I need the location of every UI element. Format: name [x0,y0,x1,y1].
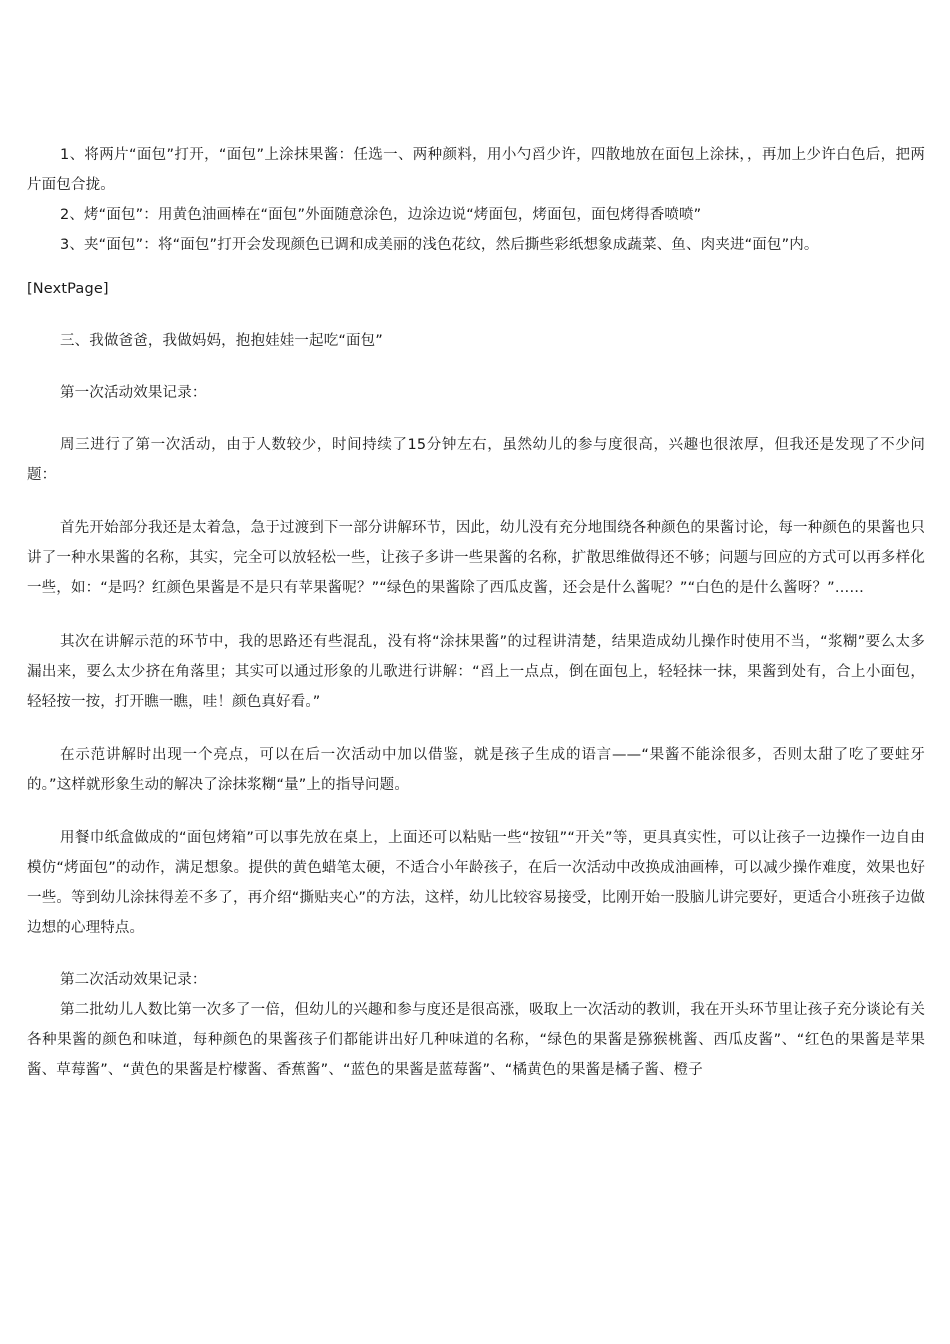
record-one-intro: 周三进行了第一次活动，由于人数较少，时间持续了15分钟左右，虽然幼儿的参与度很高，兴趣也很浓厚，但我还是发现了不少问题： [27,437,925,483]
record-two-title: 第二次活动效果记录： [60,972,207,988]
step-3: 3、夹“面包”：将“面包”打开会发现颜色已调和成美丽的浅色花纹，然后撕些彩纸想象成蔬菜、鱼、肉夹进“面包”内。 [60,237,819,253]
record-one-highlight: 在示范讲解时出现一个亮点，可以在后一次活动中加以借鉴，就是孩子生成的语言——“果酱不能涂很多，否则太甜了吃了要蛀牙的。”这样就形象生动的解决了涂抹浆糊“量”上的指导问题。 [27,747,925,793]
page-break-marker: [NextPage] [27,281,109,297]
document-body [27,140,925,1085]
record-one-title: 第一次活动效果记录： [60,385,207,401]
record-one-first-point: 首先开始部分我还是太着急，急于过渡到下一部分讲解环节，因此，幼儿没有充分地围绕各种颜色的果酱讨论，每一种颜色的果酱也只讲了一种水果酱的名称，其实，完全可以放轻松一些，让孩子多讲一些果酱的名称，扩散思维做得还不够；问题与回应的方式可以再多样化一些，如：“是吗？红颜色果酱是不是只有苹果酱呢？”“绿色的果酱除了西瓜皮酱，还会是什么酱呢？”“白色的是什么酱呀？”…… [27,520,925,596]
step-1: 1、将两片“面包”打开，“面包”上涂抹果酱：任选一、两种颜料，用小勺舀少许，四散地放在面包上涂抹，，再加上少许白色后，把两片面包合拢。 [27,147,925,193]
step-2: 2、烤“面包”：用黄色油画棒在“面包”外面随意涂色，边涂边说“烤面包，烤面包，面包烤得香喷喷” [60,207,702,223]
record-one-oven: 用餐巾纸盒做成的“面包烤箱”可以事先放在桌上，上面还可以粘贴一些“按钮”“开关”等，更具真实性，可以让孩子一边操作一边自由模仿“烤面包”的动作，满足想象。提供的黄色蜡笔太硬，不适合小年龄孩子，在后一次活动中改换成油画棒，可以减少操作难度，效果也好一些。等到幼儿涂抹得差不多了，再介绍“撕贴夹心”的方法，这样，幼儿比较容易接受，比刚开始一股脑儿讲完要好，更适合小班孩子边做边想的心理特点。 [27,830,925,936]
record-one-second-point: 其次在讲解示范的环节中，我的思路还有些混乱，没有将“涂抹果酱”的过程讲清楚，结果造成幼儿操作时使用不当，“浆糊”要么太多漏出来，要么太少挤在角落里；其实可以通过形象的儿歌进行讲解：“舀上一点点，倒在面包上，轻轻抹一抹，果酱到处有，合上小面包，轻轻按一按，打开瞧一瞧，哇！颜色真好看。” [27,634,925,710]
record-two-body: 第二批幼儿人数比第一次多了一倍，但幼儿的兴趣和参与度还是很高涨，吸取上一次活动的教训，我在开头环节里让孩子充分谈论有关各种果酱的颜色和味道，每种颜色的果酱孩子们都能讲出好几种味道的名称，“绿色的果酱是猕猴桃酱、西瓜皮酱”、“红色的果酱是苹果酱、草莓酱”、“黄色的果酱是柠檬酱、香蕉酱”、“蓝色的果酱是蓝莓酱”、“橘黄色的果酱是橘子酱、橙子 [27,1002,925,1078]
section-three-heading: 三、我做爸爸，我做妈妈，抱抱娃娃一起吃“面包” [60,333,383,349]
